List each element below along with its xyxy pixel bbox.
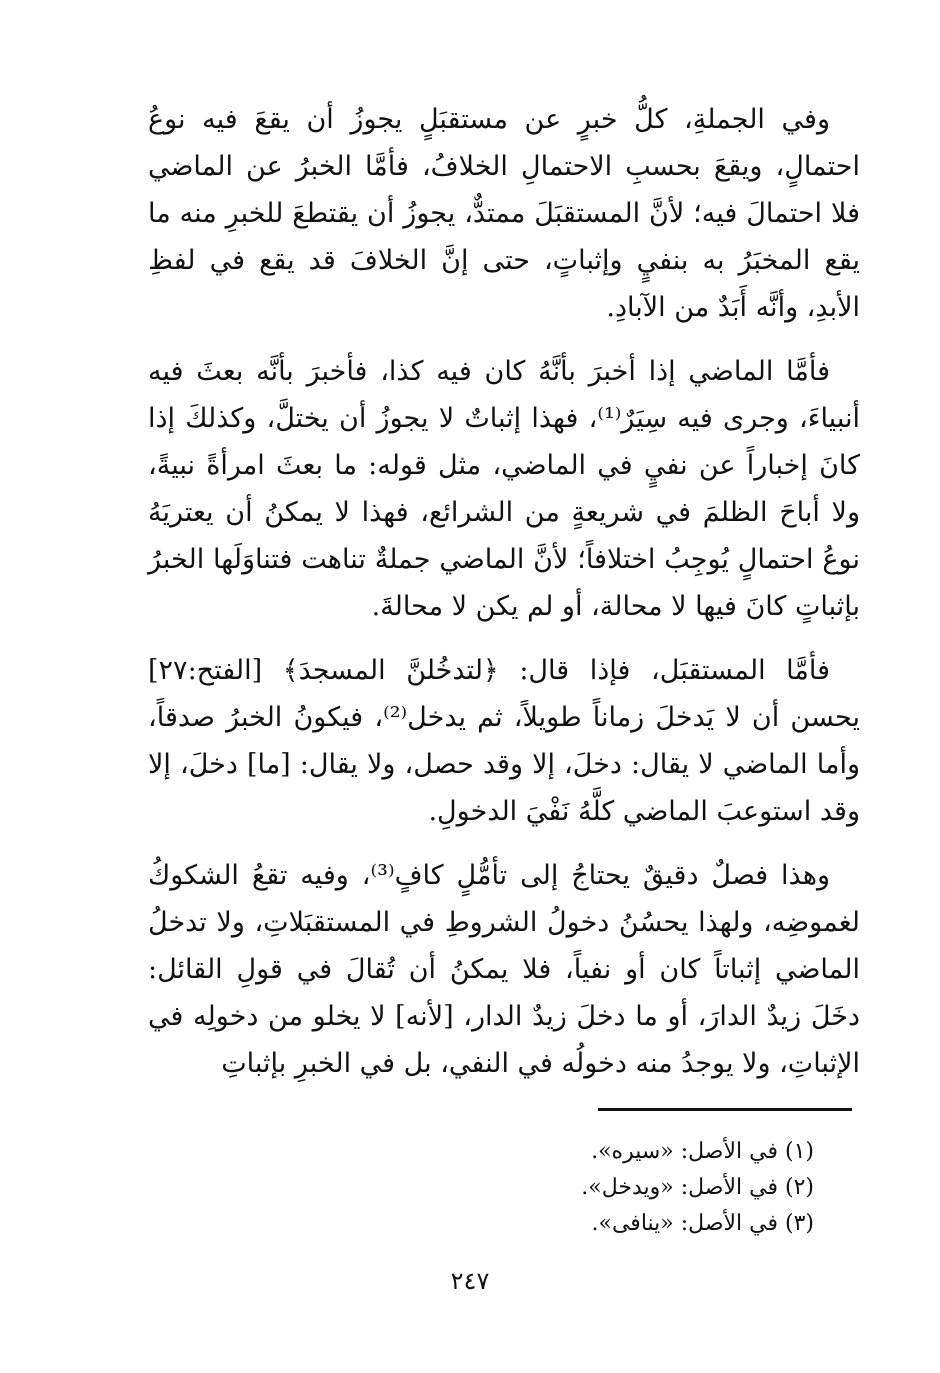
footnotes [400,1134,814,1242]
main-text [148,96,860,1104]
page-number: ٢٤٧ [450,1267,490,1295]
paragraph-3: فأمَّا المستقبَل، فإذا قال: ﴿لتدخُلنَّ المسجدَ﴾ [الفتح:٢٧] يحسن أن لا يَدخلَ زماناً طويلاً، ثم يدخل⁽²⁾، فيكونُ الخبرُ صدقاً، وأما الماضي لا يقال: دخلَ، إلا وقد حصل، ولا يقال: [ما] دخلَ، إلا وقد استوعبَ الماضي كلَّهُ نَفْيَ الدخولِ. [148,655,860,827]
footnote-3: (٣) في الأصل: «ينافى». [591,1211,814,1236]
footnote-divider [598,1108,852,1111]
footnote-2: (٢) في الأصل: «ويدخل». [581,1175,814,1200]
paragraph-4: وهذا فصلٌ دقيقٌ يحتاجُ إلى تأمُّلٍ كافٍ⁽³⁾، وفيه تقعُ الشكوكُ لغموضِه، ولهذا يحسُنُ دخولُ الشروطِ في المستقبَلاتِ، ولا تدخلُ الماضي إثباتاً كان أو نفياً، فلا يمكنُ أن تُقالَ في قولِ القائل: دخَلَ زيدٌ الدارَ، أو ما دخلَ زيدٌ الدار، [لأنه] لا يخلو من دخولِه في الإثباتِ، ولا يوجدُ منه دخولُه في النفي، بل في الخبرِ بإثباتِ [148,860,860,1079]
footnote-1: (١) في الأصل: «سيره». [591,1139,814,1164]
paragraph-2: فأمَّا الماضي إذا أخبرَ بأنَّهُ كان فيه كذا، فأخبرَ بأنَّه بعثَ فيه أنبياءَ، وجرى فيه سِيَرٌ⁽¹⁾، فهذا إثباتٌ لا يجوزُ أن يختلَّ، وكذلكَ إذا كانَ إخباراً عن نفيٍ في الماضي، مثل قوله: ما بعثَ امرأةً نبيةً، ولا أباحَ الظلمَ في شريعةٍ من الشرائع، فهذا لا يمكنُ أن يعتريَهُ نوعُ احتمالٍ يُوجِبُ اختلافاً؛ لأنَّ الماضي جملةٌ تناهت فتناوَلَها الخبرُ بإثباتٍ كانَ فيها لا محالة، أو لم يكن لا محالةَ. [148,356,860,622]
paragraph-1: وفي الجملةِ، كلُّ خبرٍ عن مستقبَلٍ يجوزُ أن يقعَ فيه نوعُ احتمالٍ، ويقعَ بحسبِ الاحتمالِ الخلافُ، فأمَّا الخبرُ عن الماضي فلا احتمالَ فيه؛ لأنَّ المستقبَلَ ممتدٌّ، يجوزُ أن يقتطعَ للخبرِ منه ما يقع المخبَرُ به بنفيٍ وإثباتٍ، حتى إنَّ الخلافَ قد يقع في لفظِ الأبدِ، وأنَّه أَبَدٌ من الآبادِ. [148,104,860,323]
